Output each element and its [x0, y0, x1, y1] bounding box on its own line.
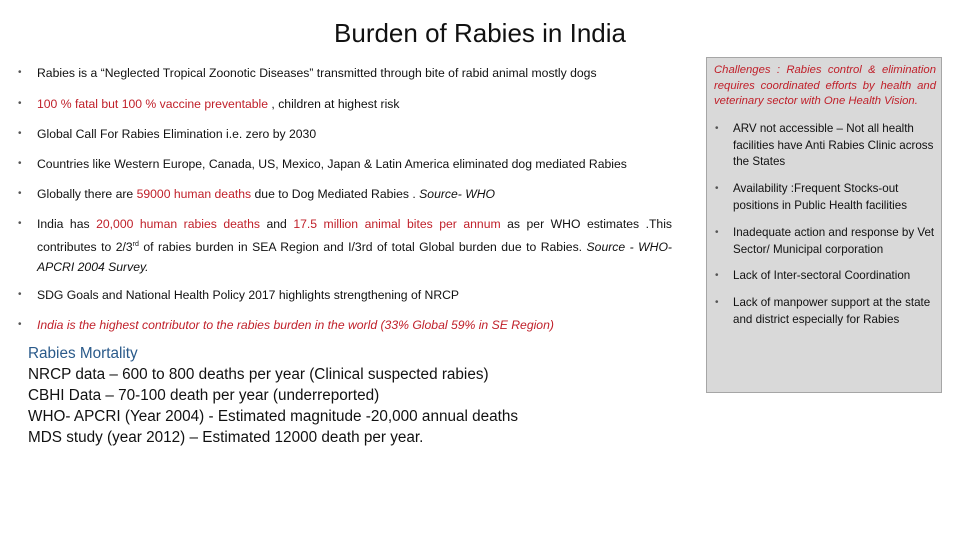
rabies-mortality-block [28, 343, 588, 448]
challenges-statement: Challenges : Rabies control & elimination requires coordinated efforts by health and veterinary sector with One Health Vision. [714, 64, 936, 107]
bullet-dot: • [18, 67, 22, 78]
challenge-text: ARV not accessible – Not all health facilities have Anti Rabies Clinic across the States [733, 122, 934, 169]
challenge-text: Inadequate action and response by Vet Sector/ Municipal corporation [733, 226, 935, 256]
bullet-dot: • [18, 98, 22, 109]
bullet-text: Rabies is a “Neglected Tropical Zoonotic Diseases” transmitted through bite of rabid animal mostly dogs [37, 66, 597, 80]
bullet-part: as per WHO estimates .This contributes to 2/3 [37, 217, 673, 254]
challenge-text: Lack of manpower support at the state and district especially for Rabies [733, 296, 931, 326]
bullet-text: SDG Goals and National Health Policy 2017 highlights strengthening of NRCP [37, 288, 460, 302]
source-note: Source - WHO-APCRI 2004 Survey. [37, 239, 672, 275]
challenge-item-availability [713, 181, 939, 214]
challenge-text: Lack of Inter-sectoral Coordination [733, 269, 911, 282]
highlight-india-deaths: 20,000 human rabies deaths [96, 217, 260, 231]
bullet-mid: due to Dog Mediated Rabies . [251, 187, 420, 201]
bullet-highest-contributor [16, 315, 672, 336]
highlight-fatal: 100 % fatal but 100 % vaccine preventable [37, 97, 269, 111]
bullet-tail: , children at highest risk [268, 97, 400, 111]
bullet-global-deaths [16, 184, 672, 205]
bullet-dot: • [18, 319, 22, 330]
challenge-item-vet-sector [713, 225, 939, 258]
bullet-india-burden [16, 214, 672, 278]
highlight-animal-bites: 17.5 million animal bites per annum [293, 217, 501, 231]
bullet-dot: • [18, 218, 22, 229]
bullet-dot: • [18, 289, 22, 300]
challenge-text: Availability :Frequent Stocks-out positions in Public Health facilities [733, 182, 907, 212]
highlight-global-deaths: 59000 human deaths [136, 187, 252, 201]
bullet-dot: • [715, 123, 719, 134]
mortality-heading: Rabies Mortality [28, 345, 138, 362]
bullet-dot: • [715, 227, 719, 238]
mortality-line-mds: MDS study (year 2012) – Estimated 12000 death per year. [28, 429, 424, 446]
bullet-global-call [16, 124, 672, 145]
bullet-text: Global Call For Rabies Elimination i.e. zero by 2030 [37, 127, 317, 141]
slide-title: Burden of Rabies in India [334, 18, 626, 48]
challenge-item-manpower [713, 295, 939, 328]
bullet-neglected-disease [16, 63, 672, 84]
bullet-text [37, 214, 672, 278]
challenge-item-coordination [713, 268, 939, 285]
bullet-dot: • [18, 128, 22, 139]
bullet-text: India is the highest contributor to the rabies burden in the world (33% Global 59% in SE Region) [37, 318, 554, 332]
mortality-line-who-apcri: WHO- APCRI (Year 2004) - Estimated magnitude -20,000 annual deaths [28, 408, 519, 425]
bullet-dot: • [715, 270, 719, 281]
bullet-dot: • [715, 183, 719, 194]
bullet-dot: • [18, 158, 22, 169]
bullet-sdg-goals [16, 285, 672, 306]
bullet-dot: • [18, 188, 22, 199]
bullet-part: India has [37, 217, 97, 231]
bullet-text: Countries like Western Europe, Canada, US, Mexico, Japan & Latin America eliminated dog mediated Rabies [37, 157, 627, 171]
bullet-dot: • [715, 297, 719, 308]
bullet-pre: Globally there are [37, 187, 137, 201]
bullet-part: and [259, 217, 294, 231]
bullet-fatal-preventable [16, 94, 672, 115]
superscript-rd: rd [132, 240, 139, 248]
challenge-item-arv [713, 121, 939, 171]
bullet-countries-eliminated [16, 154, 672, 175]
mortality-line-nrcp: NRCP data – 600 to 800 deaths per year (Clinical suspected rabies) [28, 366, 489, 383]
bullet-text [37, 94, 672, 115]
mortality-line-cbhi: CBHI Data – 70-100 death per year (underreported) [28, 387, 380, 404]
bullet-text [37, 184, 672, 205]
source-note: Source- WHO [419, 187, 496, 201]
challenges-panel [706, 57, 942, 393]
bullet-part: of rabies burden in SEA Region and I/3rd of total Global burden due to Rabies. [138, 239, 587, 254]
